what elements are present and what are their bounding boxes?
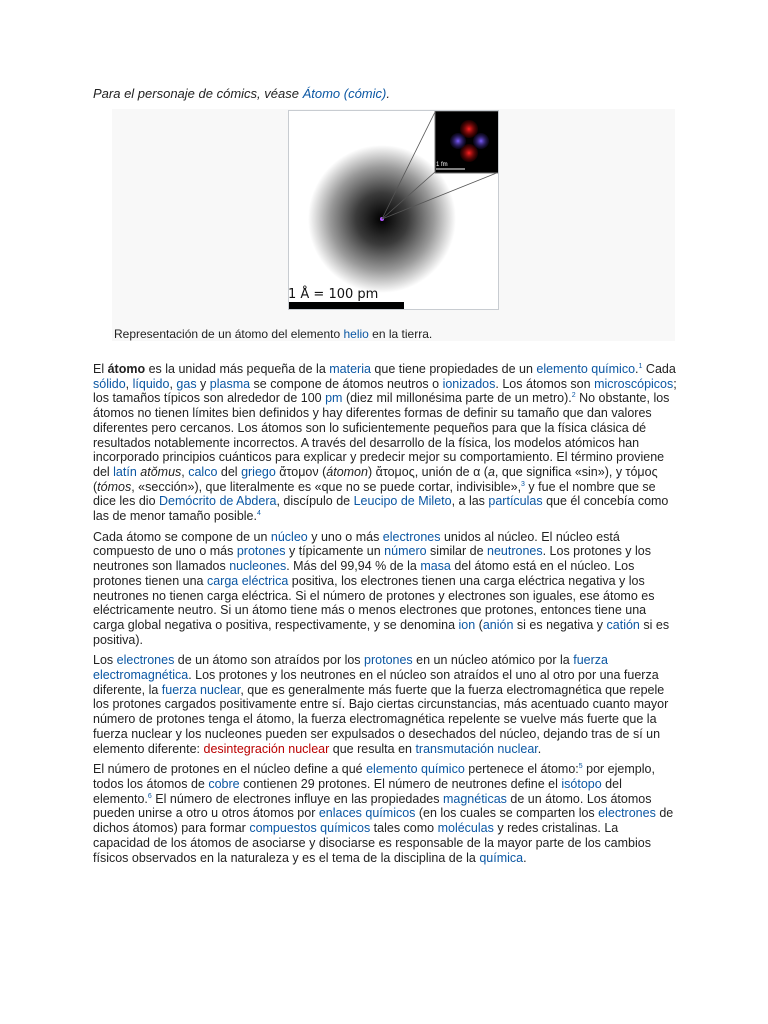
article-link[interactable]: partículas [488, 494, 543, 509]
text-run: , a las [451, 494, 489, 509]
article-link[interactable]: Demócrito de Abdera [159, 494, 277, 509]
text-run: y uno o más [307, 529, 383, 544]
text-run: , [169, 376, 177, 391]
text-run: . [537, 741, 542, 756]
text-run: de un átomo. Los átomos pueden unirse a otro u otros átomos por [93, 791, 652, 821]
caption-suffix: en la tierra. [368, 327, 433, 341]
text-run: y típicamente un [285, 544, 385, 559]
text-run: ; los tamaños típicos son alrededor de 100 [93, 376, 677, 406]
caption-prefix: Representación de un átomo del elemento [114, 327, 344, 341]
article-link[interactable]: núcleo [270, 529, 308, 544]
article-link[interactable]: microscópicos [594, 376, 674, 391]
text-run: Los [93, 653, 117, 668]
article-link[interactable]: Leucipo de Mileto [353, 494, 452, 509]
article-link[interactable]: plasma [209, 376, 251, 391]
text-run: (diez mil millonésima parte de un metro). [342, 391, 572, 406]
text-run: es la unidad más pequeña de la [145, 362, 330, 376]
text-run: por ejemplo, todos los átomos de [93, 762, 655, 791]
text-run: que resulta en [329, 741, 416, 756]
text-run: de un átomo son atraídos por los [174, 653, 365, 668]
article-link[interactable]: fuerza electromagnética [93, 653, 608, 683]
figure-caption [114, 327, 432, 341]
text-run: . [635, 362, 639, 376]
article-link[interactable]: elemento químico [536, 362, 636, 376]
paragraph-structure [93, 530, 678, 648]
neutron-2 [473, 133, 489, 149]
citation-ref[interactable]: 2 [571, 392, 576, 400]
hatnote-prefix: Para el personaje de cómics, véase [93, 86, 303, 101]
text-run: , que es generalmente más fuerte que la fuerza electromagnética que repele los protones cargados positivamente entre sí. Bajo ciertas circunstancias, más acentuado cuanto mayor número de protones tenga el átomo, la fuerza electromagnética repelente se vuelve más fuerte que la fuerza nuclear y los nucleones pueden ser expulsados o desechados del núcleo, dejando tras de sí un elemento diferente: [93, 682, 669, 756]
bold-term: átomo [107, 362, 146, 376]
text-run: contienen 29 protones. El número de neutrones define el [239, 776, 562, 791]
article-link[interactable]: fuerza nuclear [161, 682, 241, 697]
atom-svg [289, 111, 499, 310]
text-run: . Los protones y los neutrones son llamados [93, 544, 652, 574]
article-link[interactable]: materia [329, 362, 371, 376]
paragraph-elements [93, 762, 678, 865]
scale-bar [289, 302, 404, 310]
article-link[interactable]: calco [188, 464, 218, 479]
article-link[interactable]: protones [236, 544, 286, 559]
article-link[interactable]: sólido [93, 376, 126, 391]
hatnote-link[interactable]: Átomo (cómic) [302, 86, 387, 101]
text-run: y redes cristalinas. La capacidad de los átomos de asociarse y disociarse es responsable de la mayor parte de los cambios físicos observados en la naturaleza y es el tema de la disciplina de la [93, 821, 651, 865]
article-link[interactable]: latín [113, 464, 137, 479]
article-link[interactable]: electrones [116, 653, 175, 668]
article-link[interactable]: carga eléctrica [206, 573, 289, 588]
citation-ref[interactable]: 4 [256, 509, 261, 517]
text-run: de dichos átomos) para formar [93, 806, 674, 836]
article-link[interactable]: electrones [382, 529, 441, 544]
paragraph-forces [93, 653, 678, 756]
text-run: , «sección»), que literalmente es «que no se puede cortar, indivisible», [131, 479, 522, 494]
article-redlink[interactable]: desintegración nuclear [203, 741, 330, 756]
neutron-1 [450, 133, 466, 149]
citation-ref[interactable]: 6 [147, 792, 152, 800]
article-link[interactable]: química [479, 850, 524, 865]
citation-ref[interactable]: 5 [578, 763, 583, 771]
article-link[interactable]: líquido [132, 376, 170, 391]
text-run: ) ἄτομος, unión de α ( [367, 464, 488, 479]
text-run: del elemento. [93, 776, 622, 806]
text-run: y fue el nombre que se dice les dio [93, 479, 656, 509]
article-link[interactable]: isótopo [561, 776, 602, 791]
article-link[interactable]: compuestos químicos [249, 821, 371, 836]
article-link[interactable]: elemento químico [366, 762, 465, 777]
article-link[interactable]: masa [420, 559, 451, 574]
italic-term: tómos [97, 479, 132, 494]
article-link[interactable]: nucleones [229, 559, 287, 574]
italic-term: atŏmus [140, 464, 182, 479]
text-run: se compone de átomos neutros o [250, 376, 443, 391]
text-run: que tiene propiedades de un [370, 362, 537, 376]
inset-scale-label: 1 fm [436, 162, 448, 168]
text-run: No obstante, los átomos no tienen límites bien definidos y hay diferentes formas de definir su tamaño que dan valores diferentes pero cercanos. Los átomos son lo suficientemente pequeños para que la física clásica dé resultados notablemente incorrectos. A través del desarrollo de la física, los modelos atómicos han incorporado principios cuánticos para explicar y predecir mejor su comportamiento. El término proviene del [93, 391, 670, 479]
text-run: del átomo está en el núcleo. Los protones tienen una [93, 559, 635, 588]
citation-ref[interactable]: 3 [521, 480, 525, 488]
text-run: . Los átomos son [495, 376, 595, 391]
text-run: tales como [370, 821, 438, 836]
article-link[interactable]: neutrones [487, 544, 543, 559]
text-run: similar de [426, 544, 487, 559]
text-run: El número de electrones influye en las propiedades [151, 791, 443, 806]
article-link[interactable]: catión [606, 617, 640, 632]
text-run: , [125, 376, 133, 391]
article-link[interactable]: cobre [208, 776, 240, 791]
text-run: , que significa «sin»), y τόμος ( [93, 464, 658, 494]
atom-illustration[interactable] [288, 110, 499, 310]
text-run: unidos al núcleo. El núcleo está compuesto de uno o más [93, 529, 620, 559]
text-run: ( [475, 617, 483, 632]
article-link[interactable]: anión [482, 617, 514, 632]
article-link[interactable]: ion [458, 617, 476, 632]
text-run: , [181, 464, 189, 479]
citation-ref[interactable]: 1 [638, 362, 643, 370]
text-run: y [196, 376, 210, 391]
text-run: si es positiva). [93, 617, 670, 647]
text-run: Cada [642, 362, 676, 376]
article-link[interactable]: ionizados [442, 376, 496, 391]
article-link[interactable]: magnéticas [442, 791, 507, 806]
article-link[interactable]: electrones [598, 806, 656, 821]
article-link[interactable]: gas [176, 376, 197, 391]
text-run: en un núcleo atómico por la [412, 653, 574, 668]
article-link[interactable]: protones [364, 653, 413, 668]
paragraph-intro [93, 362, 678, 524]
article-link[interactable]: moléculas [437, 821, 494, 836]
text-run: El número de protones en el núcleo define a qué [93, 762, 367, 777]
article-link[interactable]: número [384, 544, 427, 559]
text-run: , discípulo de [276, 494, 354, 509]
text-run: que él concebía como las de menor tamaño posible. [93, 494, 669, 524]
text-run: positiva, los electrones tienen una carga eléctrica negativa y los neutrones no tienen carga eléctrica. Si el número de protones y electrones son iguales, ese átomo es eléctricamente neutro. Si un átomo tiene más o menos electrones que protones, entonces tiene una carga global negativa o positiva, respectivamente, y se denomina [93, 573, 655, 632]
article-link[interactable]: pm [325, 391, 343, 406]
hatnote [93, 86, 390, 101]
text-run: . Los protones y los neutrones en el núcleo son atraídos el uno al otro por una fuerza diferente, la [93, 668, 659, 697]
text-run: pertenece el átomo: [464, 762, 579, 777]
text-run: ἄτομον ( [275, 464, 327, 479]
text-run: El [93, 362, 108, 376]
text-run: si es negativa y [513, 617, 607, 632]
text-run: . [523, 850, 527, 865]
italic-term: átomon [326, 464, 368, 479]
scale-label: 1 Å = 100 pm [288, 287, 379, 302]
text-run: Cada átomo se compone de un [93, 529, 271, 544]
text-run: del [217, 464, 242, 479]
italic-term: a [487, 464, 495, 479]
article-link[interactable]: enlaces químicos [318, 806, 416, 821]
text-run: (en los cuales se comparten los [415, 806, 599, 821]
caption-link-helio[interactable]: helio [343, 327, 369, 341]
text-run: . Más del 99,94 % de la [286, 559, 421, 574]
article-link[interactable]: griego [241, 464, 276, 479]
article-link[interactable]: transmutación nuclear [415, 741, 538, 756]
hatnote-suffix: . [386, 86, 390, 101]
article-body [93, 362, 678, 871]
